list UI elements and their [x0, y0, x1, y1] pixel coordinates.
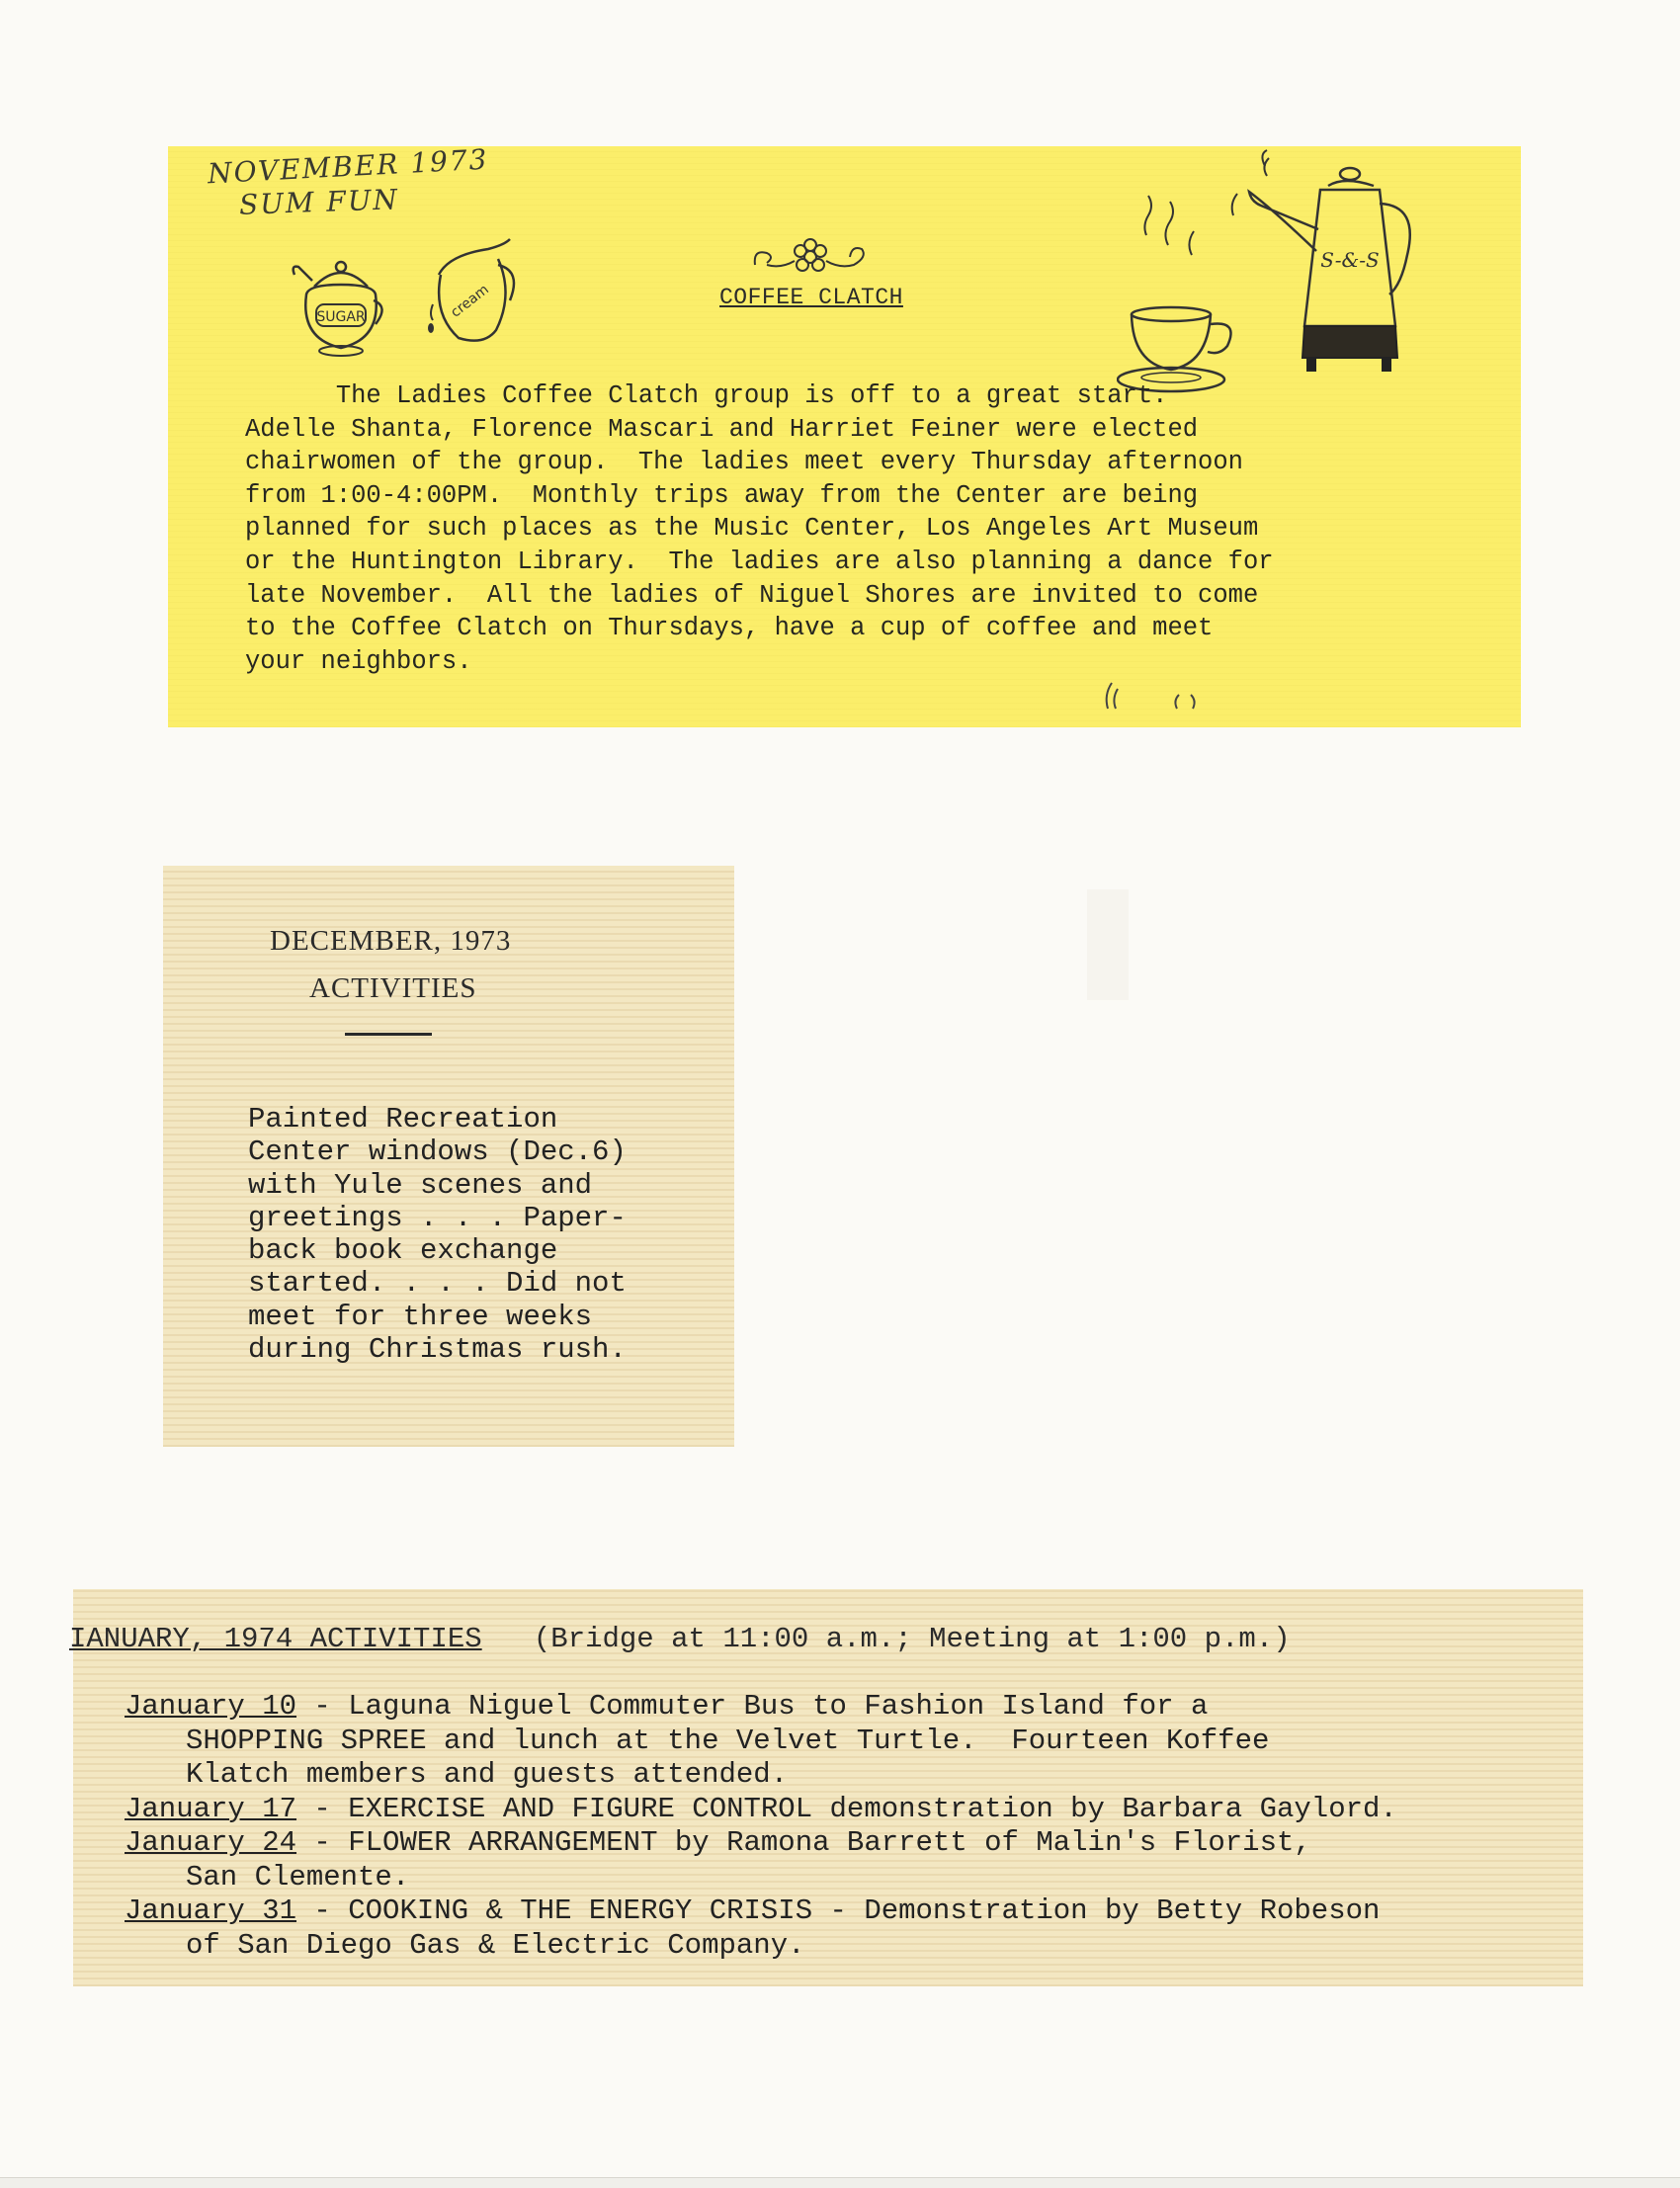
activity-entry — [125, 1894, 1397, 1963]
activity-date: January 24 — [125, 1826, 297, 1859]
article-line: late November. All the ladies of Niguel Shores are invited to come — [245, 580, 1259, 610]
activity-entry — [125, 1826, 1397, 1894]
december-activities-clipping — [163, 866, 734, 1447]
sugar-bowl-icon — [287, 245, 395, 364]
cream-pitcher-icon — [419, 235, 528, 354]
january-heading — [69, 1623, 1291, 1655]
article-line: started. . . . Did not — [248, 1267, 627, 1301]
article-line: The Ladies Coffee Clatch group is off to a great start. — [245, 381, 1168, 410]
january-activities-clipping — [69, 1589, 1583, 1986]
january-heading-note: (Bridge at 11:00 a.m.; Meeting at 1:00 p.m.) — [533, 1623, 1291, 1655]
article-line: during Christmas rush. — [248, 1333, 627, 1367]
article-line: chairwomen of the group. The ladies meet every Thursday afternoon — [245, 448, 1243, 477]
activity-date: January 31 — [125, 1894, 297, 1927]
article-line: or the Huntington Library. The ladies are also planning a dance for — [245, 547, 1274, 576]
coffee-clatch-article-body — [245, 379, 1461, 678]
coffee-percolator-icon — [1225, 146, 1423, 383]
activity-continuation: Klatch members and guests attended. — [186, 1758, 789, 1791]
article-line: Center windows (Dec.6) — [248, 1136, 627, 1169]
sugar-label: SUGAR — [316, 309, 366, 325]
coffee-clatch-title: COFFEE CLATCH — [719, 285, 903, 310]
december-heading-title: ACTIVITIES — [309, 972, 477, 1004]
coffee-clatch-clipping — [168, 142, 1521, 727]
activity-continuation: of San Diego Gas & Electric Company. — [186, 1928, 805, 1962]
heading-divider — [345, 1033, 432, 1036]
activity-entry — [125, 1793, 1397, 1827]
activity-text: - EXERCISE AND FIGURE CONTROL demonstration by Barbara Gaylord. — [296, 1792, 1397, 1825]
january-heading-title: IANUARY, 1974 ACTIVITIES — [69, 1623, 482, 1655]
flower-flourish-icon — [751, 235, 870, 279]
pot-label: S-&-S — [1320, 248, 1380, 272]
article-line: Painted Recreation — [248, 1103, 558, 1136]
article-line: to the Coffee Clatch on Thursdays, have a cup of coffee and meet — [245, 614, 1214, 643]
activity-continuation: San Clemente. — [186, 1860, 410, 1893]
activity-date: January 10 — [125, 1690, 297, 1723]
activity-text: - Laguna Niguel Commuter Bus to Fashion Island for a — [296, 1690, 1209, 1723]
activity-date: January 17 — [125, 1792, 297, 1825]
page-bottom-edge — [0, 2177, 1680, 2188]
january-activities-list — [125, 1690, 1397, 1963]
activity-entry — [125, 1690, 1397, 1793]
handwritten-source-note: SUM FUN — [238, 183, 400, 221]
activity-continuation: SHOPPING SPREE and lunch at the Velvet Turtle. Fourteen Koffee — [186, 1724, 1270, 1757]
article-line: planned for such places as the Music Center, Los Angeles Art Museum — [245, 514, 1259, 544]
article-line: greetings . . . Paper- — [248, 1201, 627, 1234]
cream-label: cream — [448, 282, 492, 321]
december-heading-date: DECEMBER, 1973 — [270, 925, 512, 957]
article-line: meet for three weeks — [248, 1300, 593, 1333]
faint-paper-mark — [1087, 889, 1129, 1000]
activity-text: - COOKING & THE ENERGY CRISIS - Demonstration by Betty Robeson — [296, 1894, 1381, 1927]
steam-doodle-icon — [1102, 675, 1220, 715]
december-activities-body — [248, 1103, 627, 1366]
article-line: your neighbors. — [245, 646, 472, 676]
activity-text: - FLOWER ARRANGEMENT by Ramona Barrett of Malin's Florist, — [296, 1826, 1311, 1859]
article-line: with Yule scenes and — [248, 1168, 593, 1202]
article-line: Adelle Shanta, Florence Mascari and Harriet Feiner were elected — [245, 414, 1199, 444]
article-line: from 1:00-4:00PM. Monthly trips away from the Center are being — [245, 480, 1199, 510]
handwritten-date-note: NOVEMBER 1973 — [207, 142, 490, 191]
article-line: back book exchange — [248, 1234, 558, 1268]
